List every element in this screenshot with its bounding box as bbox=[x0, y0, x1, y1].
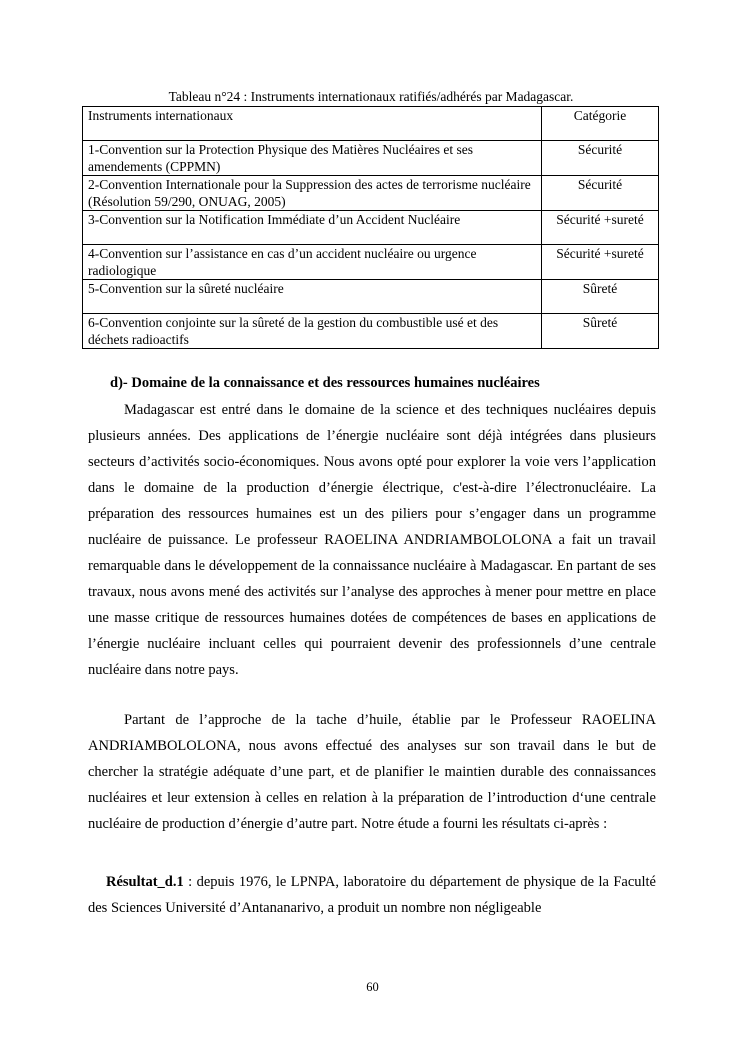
table-row bbox=[83, 245, 659, 280]
paragraph-approach: Partant de l’approche de la tache d’huile, établie par le Professeur RAOELINA ANDRIAMBOLOLONA, nous avons effectué des analyses sur son travail dans le but de chercher la stratégie adéquate d’une part, et de planifier le maintien durable des connaissances nucléaires et leur extension à celles en relation à la préparation de l’introduction d‘une centrale nucléaire de production d’énergie d’autre part. Notre étude a fourni les résultats ci-après : bbox=[88, 712, 656, 832]
table-row bbox=[83, 141, 659, 176]
category-cell: Sécurité bbox=[542, 141, 659, 176]
table-row bbox=[83, 314, 659, 349]
section-heading: d)- Domaine de la connaissance et des ressources humaines nucléaires bbox=[110, 375, 540, 391]
table-row bbox=[83, 176, 659, 211]
instrument-cell: 4-Convention sur l’assistance en cas d’un accident nucléaire ou urgence radiologique bbox=[83, 245, 542, 280]
header-instruments: Instruments internationaux bbox=[83, 107, 542, 141]
table-caption: Tableau n°24 : Instruments internationaux ratifiés/adhérés par Madagascar. bbox=[168, 89, 574, 104]
table-row bbox=[83, 211, 659, 245]
result-label: Résultat_d.1 bbox=[106, 874, 184, 890]
paragraph-result bbox=[88, 869, 656, 921]
category-cell: Sécurité bbox=[542, 176, 659, 211]
category-cell: Sûreté bbox=[542, 280, 659, 314]
instrument-cell: 2-Convention Internationale pour la Suppression des actes de terrorisme nucléaire (Résolution 59/290, ONUAG, 2005) bbox=[83, 176, 542, 211]
header-category: Catégorie bbox=[542, 107, 659, 141]
category-cell: Sûreté bbox=[542, 314, 659, 349]
result-text: : depuis 1976, le LPNPA, laboratoire du département de physique de la Faculté des Sciences Université d’Antananarivo, a produit un nombre non négligeable bbox=[88, 874, 656, 916]
instrument-cell: 6-Convention conjointe sur la sûreté de la gestion du combustible usé et des déchets radioactifs bbox=[83, 314, 542, 349]
table-header-row bbox=[83, 107, 659, 141]
instrument-cell: 3-Convention sur la Notification Immédiate d’un Accident Nucléaire bbox=[83, 211, 542, 245]
table-row bbox=[83, 280, 659, 314]
instruments-table bbox=[82, 106, 659, 349]
category-cell: Sécurité +sureté bbox=[542, 245, 659, 280]
page-number: 60 bbox=[366, 980, 379, 994]
category-cell: Sécurité +sureté bbox=[542, 211, 659, 245]
instrument-cell: 1-Convention sur la Protection Physique des Matières Nucléaires et ses amendements (CPPMN) bbox=[83, 141, 542, 176]
instrument-cell: 5-Convention sur la sûreté nucléaire bbox=[83, 280, 542, 314]
paragraph-knowledge: Madagascar est entré dans le domaine de la science et des techniques nucléaires depuis plusieurs années. Des applications de l’énergie nucléaire sont déjà intégrées dans plusieurs secteurs d’activités socio-économiques. Nous avons opté pour explorer la voie vers l’application dans le domaine de la production d’énergie électrique, c'est-à-dire l’électronucléaire. La préparation des ressources humaines est un des piliers pour s’engager dans un programme nucléaire de puissance. Le professeur RAOELINA ANDRIAMBOLOLONA a fait un travail remarquable dans le développement de la connaissance nucléaire à Madagascar. En partant de ses travaux, nous avons mené des activités sur l’analyse des approches à mener pour mettre en place une masse critique de ressources humaines dotées de compétences de bases en applications de l’énergie nucléaire incluant celles qui pourraient devenir des professionnels d’une centrale nucléaire dans notre pays. bbox=[88, 402, 656, 678]
